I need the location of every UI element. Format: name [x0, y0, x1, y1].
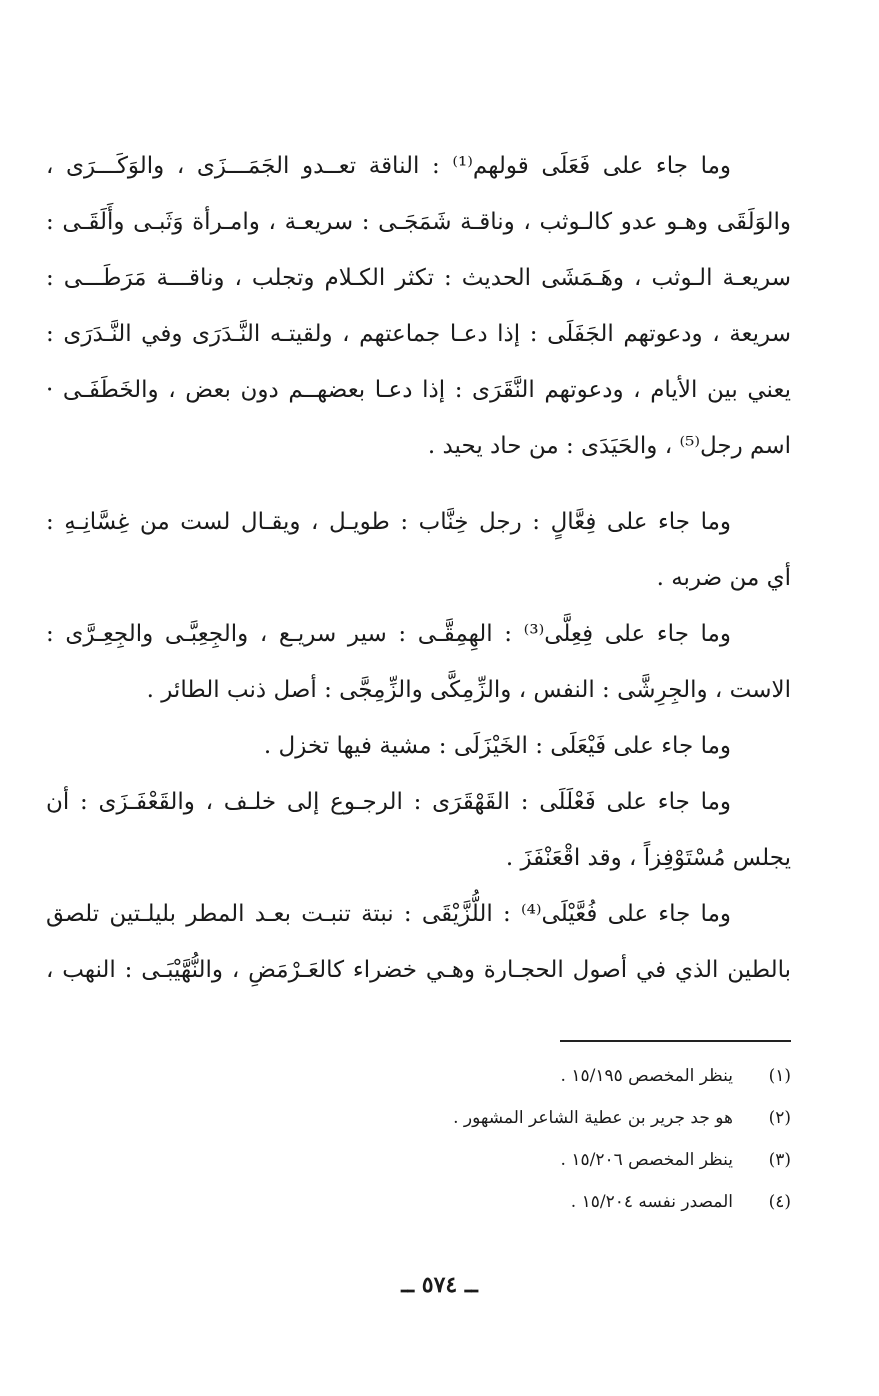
footnote-item [453, 1181, 791, 1223]
text-line: يعني بين الأيام ، ودعوتهم النَّقَرَى : إذا دعـا بعضهــم دون بعض ، والخَطَفَـى · [46, 377, 791, 403]
footnote-number: (١) [768, 1066, 791, 1086]
footnote-text: ينظر المخصص ١٥/١٩٥ . [560, 1066, 733, 1086]
main-text-block [46, 138, 791, 998]
page-number: ــ ٥٧٤ ــ [401, 1272, 478, 1298]
text-line: اسم رجل⁽⁵⁾ ، والحَيَدَى : من حاد يحيد . [427, 433, 791, 459]
footnote-separator [560, 1040, 791, 1042]
text-line: بالطين الذي في أصول الحجـارة وهـي خضراء كالعَـرْمَضِ ، والنُّهَّيْبَـى : النهب ، [46, 957, 791, 983]
text-line: وما جاء على فَيْعَلَى : الخَيْزَلَى : مشية فيها تخزل . [263, 733, 731, 759]
text-line: أي من ضربه . [656, 565, 791, 591]
text-line: سريعـة الـوثب ، وهَـمَشَى الحديث : تكثر الكـلام وتجلب ، وناقـــة مَرَطَـــى : [46, 265, 791, 291]
text-line: يجلس مُسْتَوْفِزاً ، وقد اقْعَنْفَزَ . [505, 845, 791, 871]
footnotes-block [453, 1055, 791, 1223]
paragraph-gap [46, 474, 791, 494]
text-line: وما جاء على فَعْلَلَى : القَهْقَرَى : الرجـوع إلى خلـف ، والقَعْفَـزَى : أن [46, 789, 731, 815]
footnote-text: ينظر المخصص ١٥/٢٠٦ . [560, 1150, 733, 1170]
footnote-item [453, 1055, 791, 1097]
text-line: وما جاء على فَعَلَى قولهم⁽¹⁾ : الناقة تعــدو الجَمَـــزَى ، والوَكَـــرَى ، [46, 153, 731, 179]
text-line: والوَلَقَى وهـو عدو كالـوثب ، وناقـة شَمَجَـى : سريعـة ، وامـرأة وَثَبـى وأَلَقَـى : [46, 209, 791, 235]
footnote-item [453, 1139, 791, 1181]
footnote-text: هو جد جرير بن عطية الشاعر المشهور . [453, 1108, 733, 1128]
footnote-item [453, 1097, 791, 1139]
footnote-text: المصدر نفسه ١٥/٢٠٤ . [570, 1192, 733, 1212]
text-line: وما جاء على فِعِلَّى⁽³⁾ : الهِمِقَّـى : سير سريـع ، والجِعِبَّـى والجِعِـرَّى : [46, 621, 731, 647]
text-line: سريعة ، ودعوتهم الجَفَلَى : إذا دعـا جماعتهم ، ولقيتـه النَّـدَرَى وفي النَّـدَرَى : [46, 321, 791, 347]
text-line: وما جاء على فُعَّيْلَى⁽⁴⁾ : اللُّزَّيْقَى : نبتة تنبـت بعـد المطر بليلـتين تلصق [46, 901, 731, 927]
footnote-number: (٢) [768, 1108, 791, 1128]
footnote-number: (٣) [768, 1150, 791, 1170]
footnote-number: (٤) [768, 1192, 791, 1212]
text-line: وما جاء على فِعَّالٍ : رجل خِنَّاب : طويـل ، ويقـال لست من غِسَّانِـهِ : [46, 509, 731, 535]
text-line: الاست ، والجِرِشَّى : النفس ، والزِّمِكَّى والزِّمِجَّى : أصل ذنب الطائر . [146, 677, 791, 703]
